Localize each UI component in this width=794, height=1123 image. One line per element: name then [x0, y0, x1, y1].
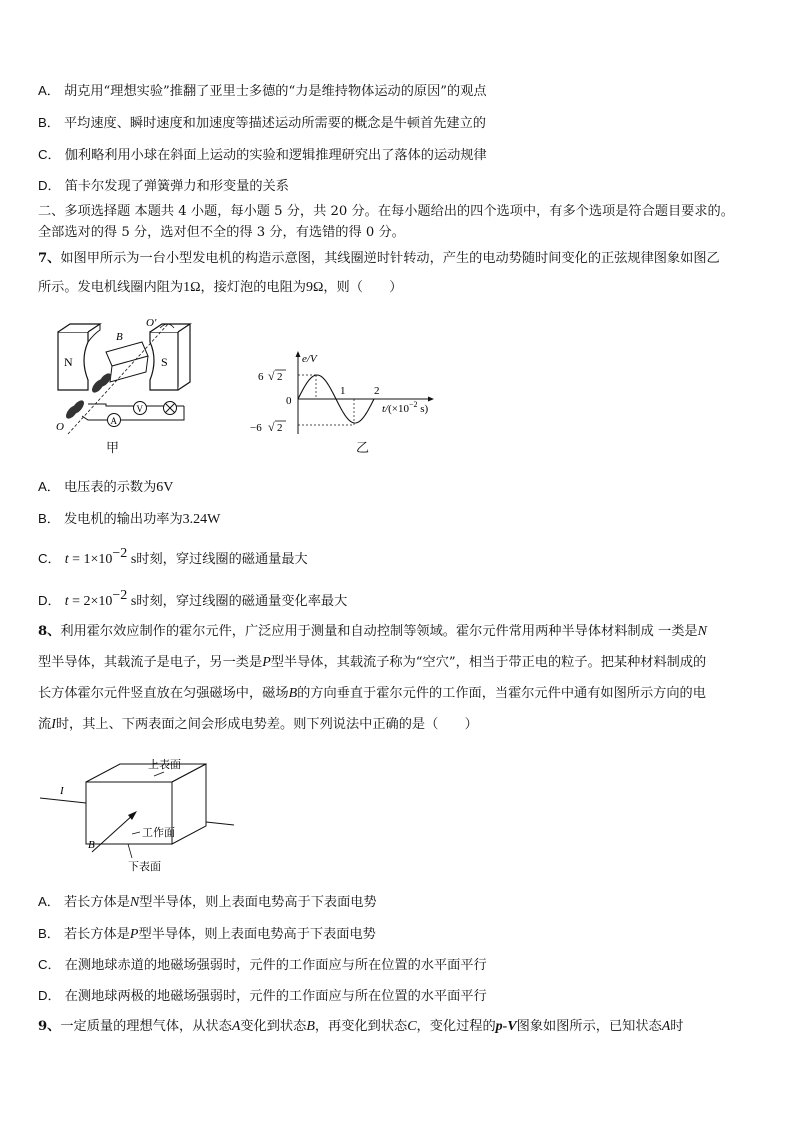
graph-ymin-sqrt: 2 — [277, 422, 283, 434]
graph-x-axis-label: $t/(\times 10^{-2}$ s) — [382, 400, 429, 415]
voltmeter-label: V — [136, 404, 143, 414]
svg-text:√: √ — [268, 420, 275, 434]
axis-o-label: O — [56, 421, 64, 433]
work-face-label: 工作面 — [142, 827, 175, 839]
q8-stem-line1: 8、利用霍尔效应制作的霍尔元件，广泛应用于测量和自动控制等领域。霍尔元件常用两种半导体材料制成 一类是N — [38, 624, 707, 639]
magnet-s-label: S — [161, 355, 168, 369]
q6-option-d: D． 笛卡尔发现了弹簧弹力和形变量的关系 — [38, 178, 289, 194]
figure-jia-caption: 甲 — [106, 441, 120, 456]
q8-stem-line2: 型半导体，其载流子是电子，另一类是P型半导体，其载流子称为“空穴”，相当于带正电的粒子。把某种材料制成的 — [38, 655, 707, 670]
q6-option-a: A． 胡克用“理想实验”推翻了亚里士多德的“力是维持物体运动的原因”的观点 — [38, 83, 487, 99]
q7-option-b: B． 发电机的输出功率为3.24W — [38, 511, 221, 527]
field-b-label: B — [116, 331, 123, 343]
q7-option-d: D． $t = 2\times 10^{-2}$ s时刻，穿过线圈的磁通量变化率最大 — [38, 588, 348, 609]
graph-ymax-sqrt: 2 — [277, 371, 283, 383]
q6-option-b: B． 平均速度、瞬时速度和加速度等描述运动所需要的概念是牛顿首先建立的 — [38, 115, 486, 131]
section2-heading-line2: 全部选对的得 5 分，选对但不全的得 3 分，有选错的得 0 分。 — [38, 225, 405, 240]
magnet-n-label: N — [64, 355, 73, 369]
figure-yi-caption: 乙 — [356, 441, 370, 456]
field-b-arrow-label: B — [88, 839, 95, 851]
ammeter-label: A — [110, 416, 117, 426]
graph-ymin-value: −6 — [250, 422, 262, 434]
graph-tick-1: 1 — [340, 385, 346, 397]
section2-heading-line1: 二、多项选择题 本题共 4 小题，每小题 5 分，共 20 分。在每小题给出的四个选项中，有多个选项是符合题目要求的。 — [38, 204, 734, 219]
q8-option-c: C． 在测地球赤道的地磁场强弱时，元件的工作面应与所在位置的水平面平行 — [38, 957, 487, 973]
q8-option-d: D． 在测地球两极的地磁场强弱时，元件的工作面应与所在位置的水平面平行 — [38, 988, 487, 1004]
hall-element-diagram — [36, 752, 236, 874]
q9-stem-line1: 9、一定质量的理想气体，从状态A变化到状态B，再变化到状态C，变化过程的p-V图象如图所示，已知状态A时 — [38, 1019, 684, 1034]
graph-ymax-value: 6 — [258, 371, 264, 383]
graph-tick-2: 2 — [374, 385, 380, 397]
q8-stem-line3: 长方体霍尔元件竖直放在匀强磁场中，磁场B的方向垂直于霍尔元件的工作面，当霍尔元件中通有如图所示方向的电 — [38, 686, 706, 701]
q7-stem-line2: 所示。发电机线圈内阻为1Ω，接灯泡的电阻为9Ω，则（ ） — [38, 280, 403, 295]
q7-option-c: C． $t = 1\times 10^{-2}$ s时刻，穿过线圈的磁通量最大 — [38, 546, 308, 567]
q8-stem-line4: 流I时，其上、下两表面之间会形成电势差。则下列说法中正确的是（ ） — [38, 717, 478, 732]
generator-diagram — [48, 312, 218, 460]
current-i-label: I — [60, 785, 64, 797]
graph-y-axis-label: e/V — [302, 353, 317, 365]
bottom-face-label: 下表面 — [128, 861, 161, 873]
svg-text:√: √ — [268, 369, 275, 383]
graph-origin-label: 0 — [286, 395, 292, 407]
q6-option-c: C． 伽利略利用小球在斜面上运动的实验和逻辑推理研究出了落体的运动规律 — [38, 147, 487, 163]
top-face-label: 上表面 — [148, 759, 181, 771]
q7-stem-line1: 7、如图甲所示为一台小型发电机的构造示意图，其线圈逆时针转动，产生的电动势随时间变化的正弦规律图象如图乙 — [38, 251, 720, 266]
q8-option-b: B． 若长方体是P型半导体，则上表面电势高于下表面电势 — [38, 926, 376, 942]
axis-o-prime-label: O′ — [146, 317, 157, 329]
q8-option-a: A． 若长方体是N型半导体，则上表面电势高于下表面电势 — [38, 894, 377, 910]
emf-time-graph — [250, 348, 450, 440]
q7-option-a: A． 电压表的示数为6V — [38, 479, 174, 495]
